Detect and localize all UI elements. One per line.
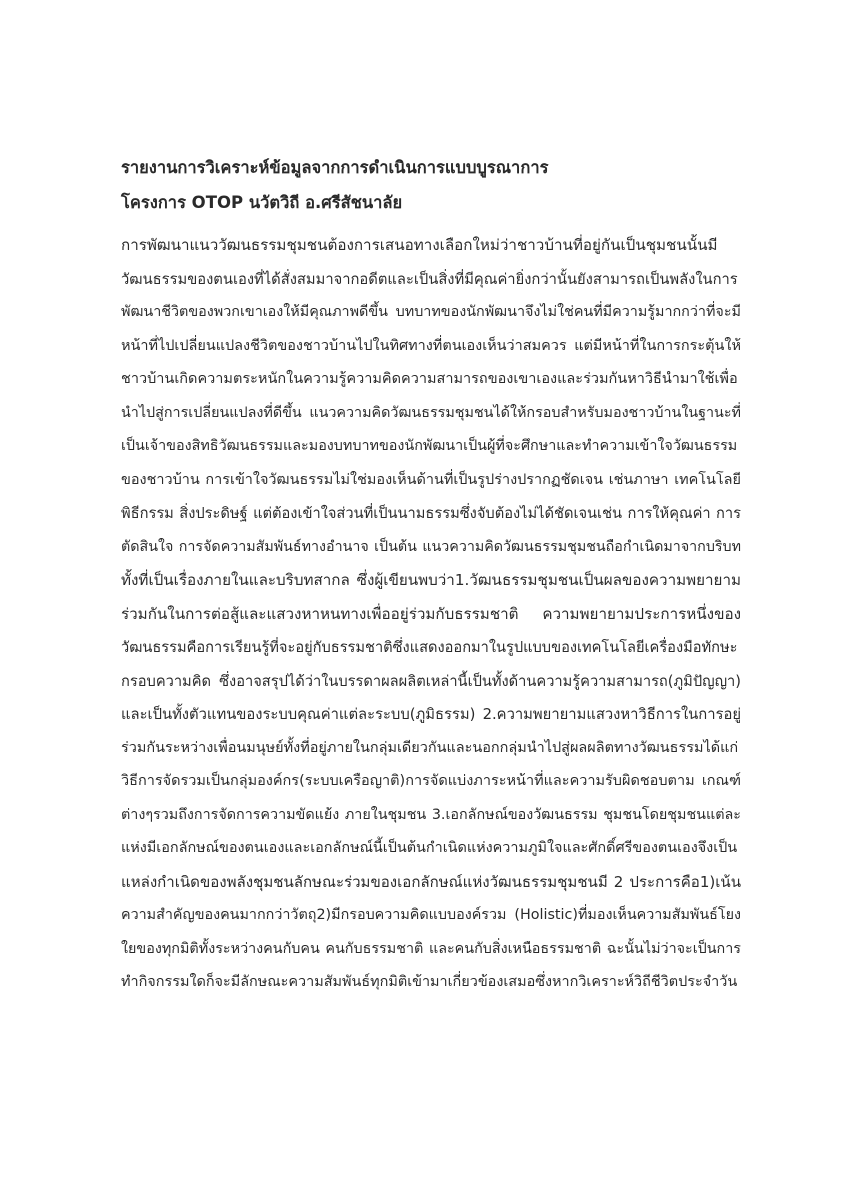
body-line: แห่งมีเอกลักษณ์ของตนเองและเอกลักษณ์นี้เป็นต้นกำเนิดแห่งความภูมิใจและศักดิ์ศรีของตนเองจึงเป็น (121, 840, 738, 856)
body-line: การพัฒนาแนววัฒนธรรมชุมชนต้องการเสนอทางเลือกใหม่ว่าชาวบ้านที่อยู่กันเป็นชุมชนนั้นมี (121, 236, 718, 254)
body-line: ทั้งที่เป็นเรื่องภายในและบริบทสากล ซึ่งผู้เขียนพบว่า1.วัฒนธรรมชุมชนเป็นผลของความพยายาม (121, 571, 741, 589)
body-line: ตัดสินใจ การจัดความสัมพันธ์ทางอำนาจ เป็นต้น แนวความคิดวัฒนธรรมชุมชนถือกำเนิดมาจากบริบท (121, 538, 741, 555)
body-line: หน้าที่ไปเปลี่ยนแปลงชีวิตของชาวบ้านไปในทิศทางที่ตนเองเห็นว่าสมควร แต่มีหน้าที่ในการกระตุ้นให้ (121, 337, 741, 354)
body-line: กรอบความคิด ซึ่งอาจสรุปได้ว่าในบรรดาผลผลิตเหล่านี้เป็นทั้งด้านความรู้ความสามารถ(ภูมิปัญญา) (121, 672, 741, 690)
report-title: รายงานการวิเคราะห์ข้อมูลจากการดำเนินการแบบบูรณาการ (121, 158, 549, 177)
body-paragraph (121, 229, 741, 1000)
body-line: และเป็นทั้งตัวแทนของระบบคุณค่าแต่ละระบบ(ภูมิธรรม) 2.ความพยายามแสวงหาวิธีการในการอยู่ (121, 706, 741, 723)
body-line: วัฒนธรรมของตนเองที่ได้สั่งสมมาจากอดีตและเป็นสิ่งที่มีคุณค่ายิ่งกว่านั้นยังสามารถเป็นพลังในการ (121, 270, 738, 288)
body-line: ต่างๆรวมถึงการจัดการความขัดแย้ง ภายในชุมชน 3.เอกลักษณ์ของวัฒนธรรม ชุมชนโดยชุมชนแต่ละ (121, 806, 741, 823)
body-line: ชาวบ้านเกิดความตระหนักในความรู้ความคิดความสามารถของเขาเองและร่วมกันหาวิธีนำมาใช้เพื่อ (121, 371, 738, 387)
body-line: ร่วมกันระหว่างเพื่อนมนุษย์ทั้งที่อยู่ภายในกลุ่มเดียวกันและนอกกลุ่มนำไปสู่ผลผลิตทางวัฒนธรรมได้แก่ (121, 739, 739, 756)
body-line: วิธีการจัดรวมเป็นกลุ่มองค์กร(ระบบเครือญาติ)การจัดแบ่งภาระหน้าที่และความรับผิดชอบตาม เกณฑ์ (121, 773, 741, 789)
body-line: แหล่งกำเนิดของพลังชุมชนลักษณะร่วมของเอกลักษณ์แห่งวัฒนธรรมชุมชนมี 2 ประการคือ1)เน้น (121, 872, 741, 891)
body-line: วัฒนธรรมคือการเรียนรู้ที่จะอยู่กับธรรมชาติซึ่งแสดงออกมาในรูปแบบของเทคโนโลยีเครื่องมือทักษะ (121, 639, 738, 656)
document-content (121, 150, 741, 1000)
project-title: โครงการ OTOP นวัตวิถี อ.ศรีสัชนาลัย (121, 193, 403, 212)
body-line: พิธีกรรม สิ่งประดิษฐ์ แต่ต้องเข้าใจส่วนที่เป็นนามธรรมซึ่งจับต้องไม่ได้ชัดเจนเช่น การให้คุณค่า การ (121, 505, 741, 522)
body-line: เป็นเจ้าของสิทธิวัฒนธรรมและมองบทบาทของนักพัฒนาเป็นผู้ที่จะศึกษาและทำความเข้าใจวัฒนธรรม (121, 438, 738, 454)
body-line: ของชาวบ้าน การเข้าใจวัฒนธรรมไม่ใช่มองเห็นด้านที่เป็นรูปร่างปรากฏชัดเจน เช่นภาษา เทคโนโลยี (121, 471, 741, 488)
body-line: ความสำคัญของคนมากกว่าวัตถุ2)มีกรอบความคิดแบบองค์รวม (Holistic)ที่มองเห็นความสัมพันธ์โยง (121, 907, 741, 923)
body-line: ทำกิจกรรมใดก็จะมีลักษณะความสัมพันธ์ทุกมิติเข้ามาเกี่ยวข้องเสมอซึ่งหากวิเคราะห์วิถีชีวิตประจำวัน (121, 974, 738, 990)
body-line: นำไปสู่การเปลี่ยนแปลงที่ดีขึ้น แนวความคิดวัฒนธรรมชุมชนได้ให้กรอบสำหรับมองชาวบ้านในฐานะที่ (121, 404, 741, 421)
body-line: ร่วมกันในการต่อสู้และแสวงหาหนทางเพื่ออยู่ร่วมกับธรรมชาติ ความพยายามประการหนึ่งของ (121, 604, 741, 623)
body-line: พัฒนาชีวิตของพวกเขาเองให้มีคุณภาพดีขึ้น บทบาทของนักพัฒนาจึงไม่ใช่คนที่มีความรู้มากกว่าที่จะมี (121, 304, 741, 320)
body-line: ใยของทุกมิติทั้งระหว่างคนกับคน คนกับธรรมชาติ และคนกับสิ่งเหนือธรรมชาติ ฉะนั้นไม่ว่าจะเป็นการ (121, 940, 741, 957)
